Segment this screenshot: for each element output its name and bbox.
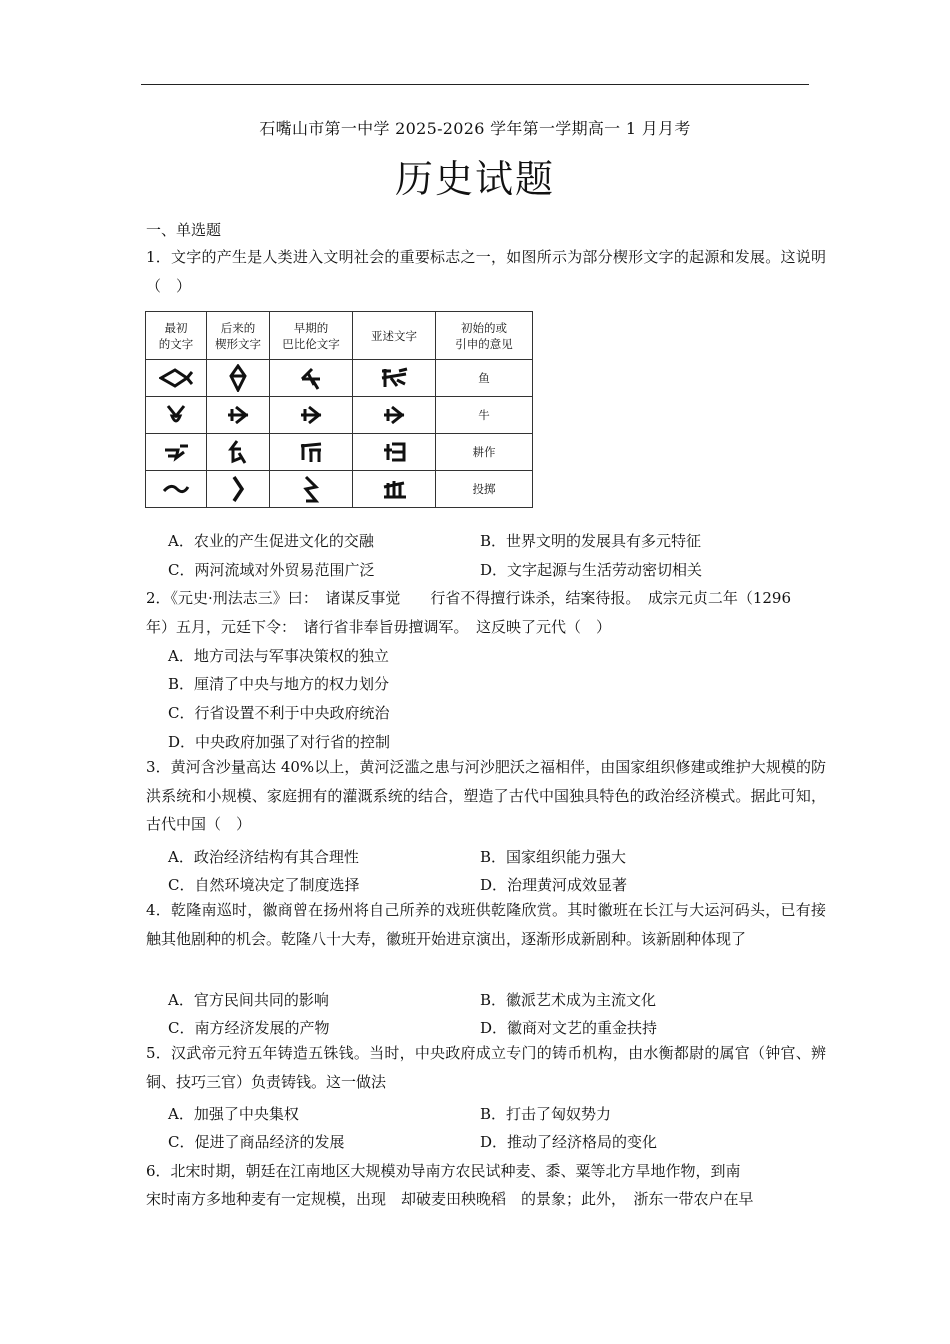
q3-option-a[interactable]: A．政治经济结构有其合理性 [168, 848, 359, 866]
q1-option-c[interactable]: C．两河流域对外贸易范围广泛 [168, 561, 375, 579]
table-row [146, 360, 533, 397]
meaning-cell: 投掷 [436, 471, 533, 508]
q5-option-d[interactable]: D．推动了经济格局的变化 [480, 1133, 658, 1151]
q1-text: 1．文字的产生是人类进入文明社会的重要标志之一，如图所示为部分楔形文字的起源和发展。这说明（ ） [146, 248, 826, 295]
q4-option-a[interactable]: A．官方民间共同的影响 [168, 991, 329, 1009]
q2-option-d[interactable]: D．中央政府加强了对行省的控制 [168, 733, 391, 751]
q2-option-b[interactable]: B．厘清了中央与地方的权力划分 [168, 675, 390, 693]
q1-option-a[interactable]: A．农业的产生促进文化的交融 [168, 532, 374, 550]
plough-cuneiform-icon [207, 434, 270, 471]
top-rule [141, 84, 809, 85]
q4-option-d[interactable]: D．徽商对文艺的重金扶持 [480, 1019, 658, 1037]
plough-early-icon [146, 434, 207, 471]
table-header: 后来的 楔形文字 [207, 312, 270, 360]
q4-option-c[interactable]: C．南方经济发展的产物 [168, 1019, 330, 1037]
table-header: 早期的 巴比伦文字 [270, 312, 353, 360]
table-header: 亚述文字 [353, 312, 436, 360]
throw-assyrian-icon [353, 471, 436, 508]
cuneiform-table [145, 311, 533, 508]
q5-text: 5．汉武帝元狩五年铸造五铢钱。当时，中央政府成立专门的铸币机构，由水衡都尉的属官（钟官、辨铜、技巧三官）负责铸钱。这一做法 [146, 1044, 826, 1091]
q2-line-2: 年）五月，元廷下令： 诸行省非奉旨毋擅调军。 这反映了元代（ ） [146, 618, 612, 636]
section-heading: 一、单选题 [146, 221, 222, 239]
q6-line-1: 6．北宋时期，朝廷在江南地区大规模劝导南方农民试种麦、黍、粟等北方旱地作物，到南 [146, 1162, 741, 1180]
q4-text: 4．乾隆南巡时，徽商曾在扬州将自己所养的戏班供乾隆欣赏。其时徽班在长江与大运河码头，已有接触其他剧种的机会。乾隆八十大寿，徽班开始进京演出，逐渐形成新剧种。该新剧种体现了 [146, 901, 826, 948]
fish-assyrian-icon [353, 360, 436, 397]
q5-option-b[interactable]: B．打击了匈奴势力 [480, 1105, 612, 1123]
throw-cuneiform-icon [207, 471, 270, 508]
q2-option-c[interactable]: C．行省设置不利于中央政府统治 [168, 704, 390, 722]
meaning-cell: 牛 [436, 397, 533, 434]
throw-early-icon [146, 471, 207, 508]
q1-option-d[interactable]: D．文字起源与生活劳动密切相关 [480, 561, 703, 579]
table-row [146, 471, 533, 508]
meaning-cell: 鱼 [436, 360, 533, 397]
q3-option-d[interactable]: D．治理黄河成效显著 [480, 876, 628, 894]
meaning-cell: 耕作 [436, 434, 533, 471]
q5-option-c[interactable]: C．促进了商品经济的发展 [168, 1133, 345, 1151]
q3-option-b[interactable]: B．国家组织能力强大 [480, 848, 627, 866]
q6-line-2: 宋时南方多地种麦有一定规模，出现 却破麦田秧晚稻 的景象；此外， 浙东一带农户在早 [146, 1190, 754, 1208]
fish-early-icon [146, 360, 207, 397]
table-row [146, 434, 533, 471]
ox-cuneiform-icon [207, 397, 270, 434]
ox-early-icon [146, 397, 207, 434]
q5-option-a[interactable]: A．加强了中央集权 [168, 1105, 299, 1123]
q3-option-c[interactable]: C．自然环境决定了制度选择 [168, 876, 360, 894]
q3-text: 3．黄河含沙量高达 40%以上，黄河泛滥之患与河沙肥沃之福相伴，由国家组织修建或维护大规模的防洪系统和小规模、家庭拥有的灌溉系统的结合，塑造了古代中国独具特色的政治经济模式。据此可知，古代中国（ ） [146, 758, 826, 834]
fish-cuneiform-icon [207, 360, 270, 397]
fish-babylonian-icon [270, 360, 353, 397]
page-title: 历史试题 [394, 157, 555, 201]
table-header: 初始的或 引申的意见 [436, 312, 533, 360]
table-header-row [146, 312, 533, 360]
q2-option-a[interactable]: A．地方司法与军事决策权的独立 [168, 647, 389, 665]
exam-header: 石嘴山市第一中学 2025-2026 学年第一学期高一 1 月月考 [259, 119, 691, 138]
q1-option-b[interactable]: B．世界文明的发展具有多元特征 [480, 532, 702, 550]
table-header: 最初 的文字 [146, 312, 207, 360]
q2-line-1: 2．《元史·刑法志三》曰： 诸谋反事觉 行省不得擅行诛杀，结案待报。 成宗元贞二年（1296 [146, 589, 791, 607]
plough-babylonian-icon [270, 434, 353, 471]
ox-assyrian-icon [353, 397, 436, 434]
throw-babylonian-icon [270, 471, 353, 508]
plough-assyrian-icon [353, 434, 436, 471]
ox-babylonian-icon [270, 397, 353, 434]
q4-option-b[interactable]: B．徽派艺术成为主流文化 [480, 991, 657, 1009]
table-row [146, 397, 533, 434]
